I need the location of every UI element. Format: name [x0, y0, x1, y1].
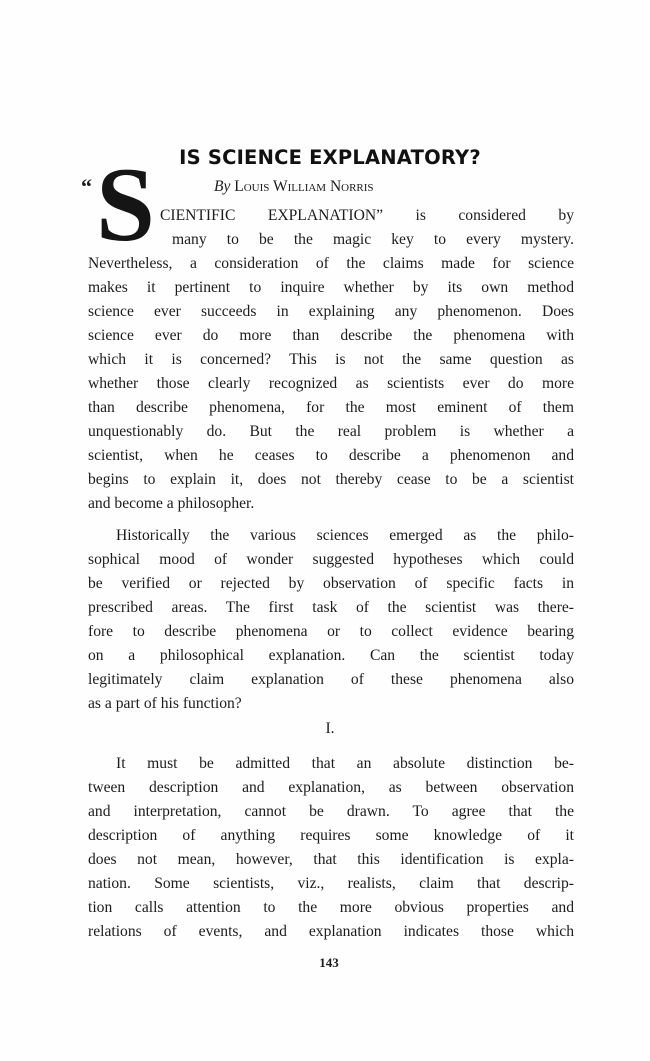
text-line: unquestionably do. But the real problem is whether a [88, 423, 574, 440]
text-line: science ever succeeds in explaining any phenomenon. Does [88, 303, 574, 320]
text-line: be verified or rejected by observation of specific facts in [88, 575, 574, 592]
text-line: prescribed areas. The first task of the scientist was there- [88, 599, 574, 616]
text-line: makes it pertinent to inquire whether by its own method [88, 279, 574, 296]
text-line: CIENTIFIC EXPLANATION” is considered by [160, 207, 574, 224]
text-line: legitimately claim explanation of these phenomena also [88, 671, 574, 688]
text-line: and interpretation, cannot be drawn. To agree that the [88, 803, 574, 820]
page-number: 143 [319, 955, 339, 970]
text-line: tion calls attention to the more obvious properties and [88, 899, 574, 916]
text-line: whether those clearly recognized as scientists ever do more [88, 375, 574, 392]
text-line: and become a philosopher. [88, 495, 255, 512]
text-line: on a philosophical explanation. Can the scientist today [88, 647, 574, 664]
text-line: description of anything requires some knowledge of it [88, 827, 574, 844]
text-line: fore to describe phenomena or to collect evidence bearing [88, 623, 574, 640]
text-line: sophical mood of wonder suggested hypotheses which could [88, 551, 574, 568]
opening-quote-mark: “ [81, 174, 92, 199]
text-line: which it is concerned? This is not the same question as [88, 351, 574, 368]
text-line: relations of events, and explanation indicates those which [88, 923, 574, 940]
text-line: nation. Some scientists, viz., realists, claim that descrip- [88, 875, 574, 892]
text-line: science ever do more than describe the phenomena with [88, 327, 574, 344]
text-line: than describe phenomena, for the most eminent of them [88, 399, 574, 416]
text-line: many to be the magic key to every mystery. [172, 231, 574, 248]
drop-cap-letter: S [96, 146, 155, 263]
text-line: Nevertheless, a consideration of the claims made for science [88, 255, 574, 272]
text-line: Historically the various sciences emerged as the philo- [116, 527, 574, 544]
text-line: does not mean, however, that this identification is expla- [88, 851, 574, 868]
byline-author: Louis William Norris [234, 178, 374, 195]
text-line: scientist, when he ceases to describe a phenomenon and [88, 447, 574, 464]
text-line: tween description and explanation, as between observation [88, 779, 574, 796]
byline-by: By [214, 178, 231, 195]
author-byline [214, 178, 374, 196]
text-line: as a part of his function? [88, 695, 242, 712]
text-line: It must be admitted that an absolute distinction be- [116, 755, 574, 772]
article-title: IS SCIENCE EXPLANATORY? [179, 146, 481, 169]
text-line: begins to explain it, does not thereby cease to be a scientist [88, 471, 574, 488]
section-heading: I. [325, 720, 335, 737]
